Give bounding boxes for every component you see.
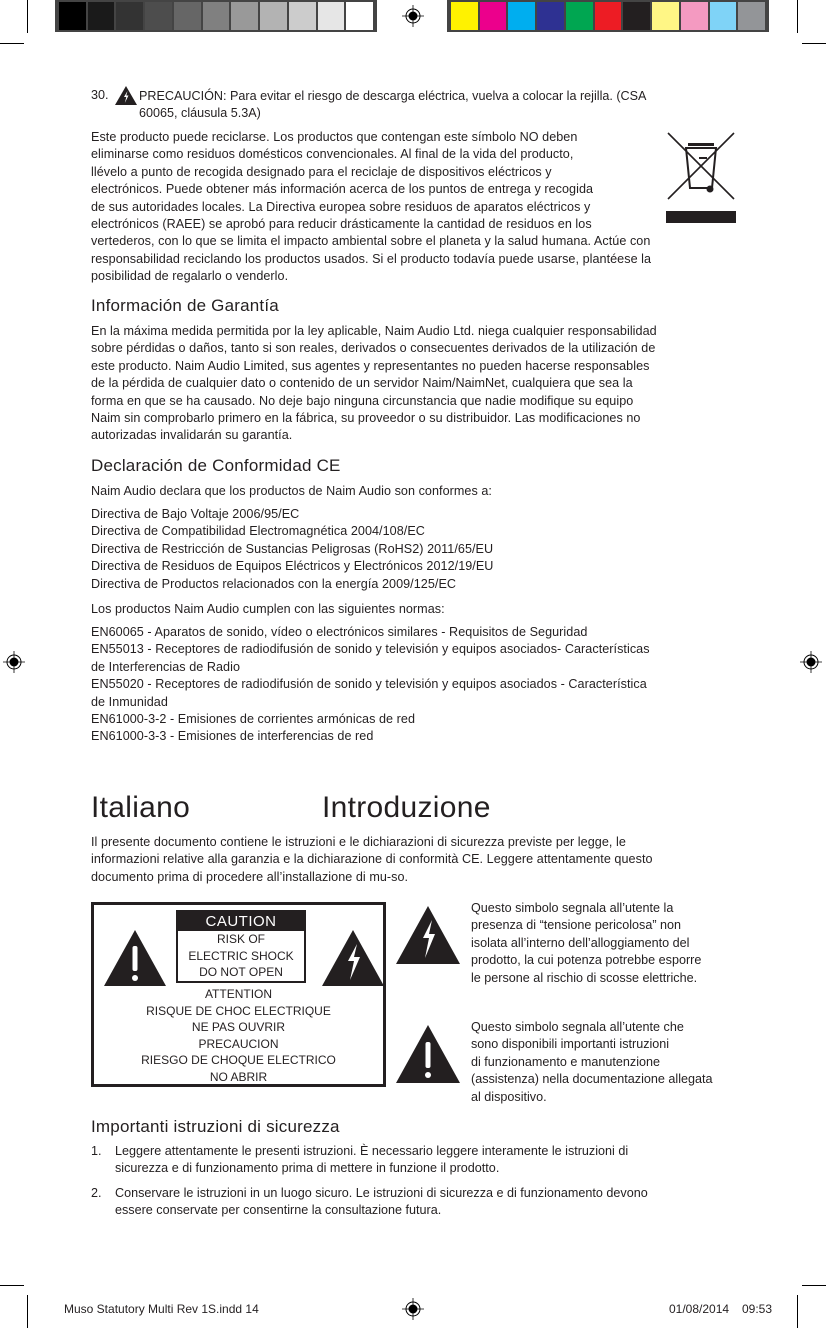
registration-crosshair-icon xyxy=(402,1298,424,1320)
color-swatch xyxy=(174,2,201,30)
directive-list xyxy=(91,506,736,593)
color-swatch xyxy=(738,2,765,30)
caution-translations: ATTENTION RISQUE DE CHOC ELECTRIQUE NE PAS OUVRIR PRECAUCION RIESGO DE CHOQUE ELECTRICO NO ABRIR xyxy=(141,987,336,1084)
color-swatch xyxy=(289,2,316,30)
color-swatch xyxy=(231,2,258,30)
registration-crosshair-icon xyxy=(3,651,25,673)
warranty-paragraph: En la máxima medida permitida por la ley aplicable, Naim Audio Ltd. niega cualquier responsabilidad sobre pérdidas o daños, tanto si son reales, derivados o consecuentes derivados de la utilización de este producto. Naim Audio Limited, sus agentes y representantes no pueden hacerse responsables de la pérdida de cualquier dato o contenido de un servidor Naim/NaimNet, cualquiera que sea la forma en que se ha causado. No deje bajo ninguna circunstancia que nadie modifique su equipo Naim sin comprobarlo primero en la fábrica, su proveedor o su distribuidor. Las modificaciones no autorizadas invalidarán su garantía. xyxy=(91,324,657,443)
slug-filename: Muso Statutory Multi Rev 1S.indd 14 xyxy=(64,1302,259,1316)
standards-list xyxy=(91,624,736,746)
color-swatch xyxy=(480,2,507,30)
slug-date: 01/08/2014 xyxy=(669,1302,730,1316)
grayscale-color-bar xyxy=(55,0,377,32)
section-heading-safety: Importanti istruzioni di sicurezza xyxy=(91,1117,340,1136)
list-item: EN61000-3-3 - Emisiones de interferencias de red xyxy=(91,729,374,744)
list-item: EN55020 - Receptores de radiodifusión de sonido y televisión y equipos asociados - Característica xyxy=(91,677,647,692)
crop-mark xyxy=(802,43,826,44)
color-swatch xyxy=(145,2,172,30)
lightning-warning-triangle-icon xyxy=(115,86,137,105)
list-item: EN55013 - Receptores de radiodifusión de sonido y televisión y equipos asociados- Características xyxy=(91,642,650,657)
crop-mark xyxy=(27,1295,28,1328)
crop-mark xyxy=(802,1285,826,1286)
list-item: Directiva de Productos relacionados con la energía 2009/125/EC xyxy=(91,576,457,591)
slug-time: 09:53 xyxy=(742,1302,773,1316)
page-title: Introduzione xyxy=(322,791,491,824)
exclamation-warning-triangle-icon xyxy=(104,930,166,986)
color-swatch xyxy=(508,2,535,30)
exclamation-warning-triangle-icon xyxy=(396,1025,460,1083)
registration-crosshair-icon xyxy=(402,5,424,27)
crop-mark xyxy=(797,1295,798,1328)
list-item: EN61000-3-2 - Emisiones de corrientes armónicas de red xyxy=(91,712,415,727)
standards-intro: Los productos Naim Audio cumplen con las siguientes normas: xyxy=(91,602,445,616)
color-swatch xyxy=(203,2,230,30)
recycling-paragraph: Este producto puede reciclarse. Los productos que contengan este símbolo NO deben eliminarse como residuos domésticos convencionales. Al final de la vida del producto, llévelo a punto de recogida designado para el reciclaje de dispositivos eléctricos y electrónicos. Puede obtener más información acerca de los puntos de entrega y recogida de sus autoridades locales. La Directiva europea sobre residuos de aparatos eléctricos y electrónicos (RAEE) se aprobó para reducir drásticamente la cantidad de residuos en los vertederos, con lo que se limita el impacto ambiental sobre el planeta y la salud humana. Actúe con responsabilidad reciclando los productos usados. Si el producto todavía puede usarse, plantéese la posibilidad de regalarlo o venderlo. xyxy=(91,130,652,284)
crossed-out-wheelie-bin-icon xyxy=(666,130,736,224)
color-swatch xyxy=(595,2,622,30)
section-heading-warranty: Información de Garantía xyxy=(91,296,279,315)
color-swatch xyxy=(681,2,708,30)
process-color-bar xyxy=(447,0,769,32)
list-number: 30. xyxy=(91,88,109,102)
lightning-warning-triangle-icon xyxy=(322,930,384,986)
caution-box: CAUTION RISK OF ELECTRIC SHOCK DO NOT OPEN xyxy=(176,910,306,983)
crop-mark xyxy=(27,0,28,33)
lightning-warning-triangle-icon xyxy=(396,906,460,964)
color-swatch xyxy=(566,2,593,30)
color-swatch xyxy=(88,2,115,30)
caution-header: CAUTION xyxy=(178,912,304,931)
color-swatch xyxy=(451,2,478,30)
list-item: Directiva de Bajo Voltaje 2006/95/EC xyxy=(91,507,300,521)
color-swatch xyxy=(652,2,679,30)
list-item: Directiva de Compatibilidad Electromagnética 2004/108/EC xyxy=(91,524,425,539)
color-swatch xyxy=(59,2,86,30)
list-item: Directiva de Restricción de Sustancias Peligrosas (RoHS2) 2011/65/EU xyxy=(91,541,494,556)
caution-label xyxy=(91,902,386,1087)
crop-mark xyxy=(0,1285,24,1286)
color-swatch xyxy=(116,2,143,30)
color-swatch xyxy=(537,2,564,30)
crop-mark xyxy=(0,43,24,44)
list-item: Directiva de Residuos de Equipos Eléctricos y Electrónicos 2012/19/EU xyxy=(91,559,494,574)
ce-intro: Naim Audio declara que los productos de Naim Audio son conformes a: xyxy=(91,484,492,498)
caution-paragraph: PRECAUCIÓN: Para evitar el riesgo de descarga eléctrica, vuelva a colocar la rejilla. (CSA 60065, cláusula 5.3A) xyxy=(139,89,647,121)
color-swatch xyxy=(318,2,345,30)
color-swatch xyxy=(710,2,737,30)
registration-crosshair-icon xyxy=(800,651,822,673)
section-heading-ce: Declaración de Conformidad CE xyxy=(91,456,341,475)
list-item: EN60065 - Aparatos de sonido, vídeo o electrónicos similares - Requisitos de Seguridad xyxy=(91,625,588,639)
list-item: de Interferencias de Radio xyxy=(91,659,241,674)
color-swatch xyxy=(623,2,650,30)
color-swatch xyxy=(260,2,287,30)
crop-mark xyxy=(797,0,798,33)
color-swatch xyxy=(346,2,373,30)
list-item: de Inmunidad xyxy=(91,694,168,709)
language-title: Italiano xyxy=(91,791,191,824)
intro-paragraph: Il presente documento contiene le istruzioni e le dichiarazioni di sicurezza previste per legge, le informazioni relative alla garanzia e la dichiarazione di conformità CE. Leggere attentamente questo documento prima di procedere all’installazione di mu-so. xyxy=(91,835,653,884)
